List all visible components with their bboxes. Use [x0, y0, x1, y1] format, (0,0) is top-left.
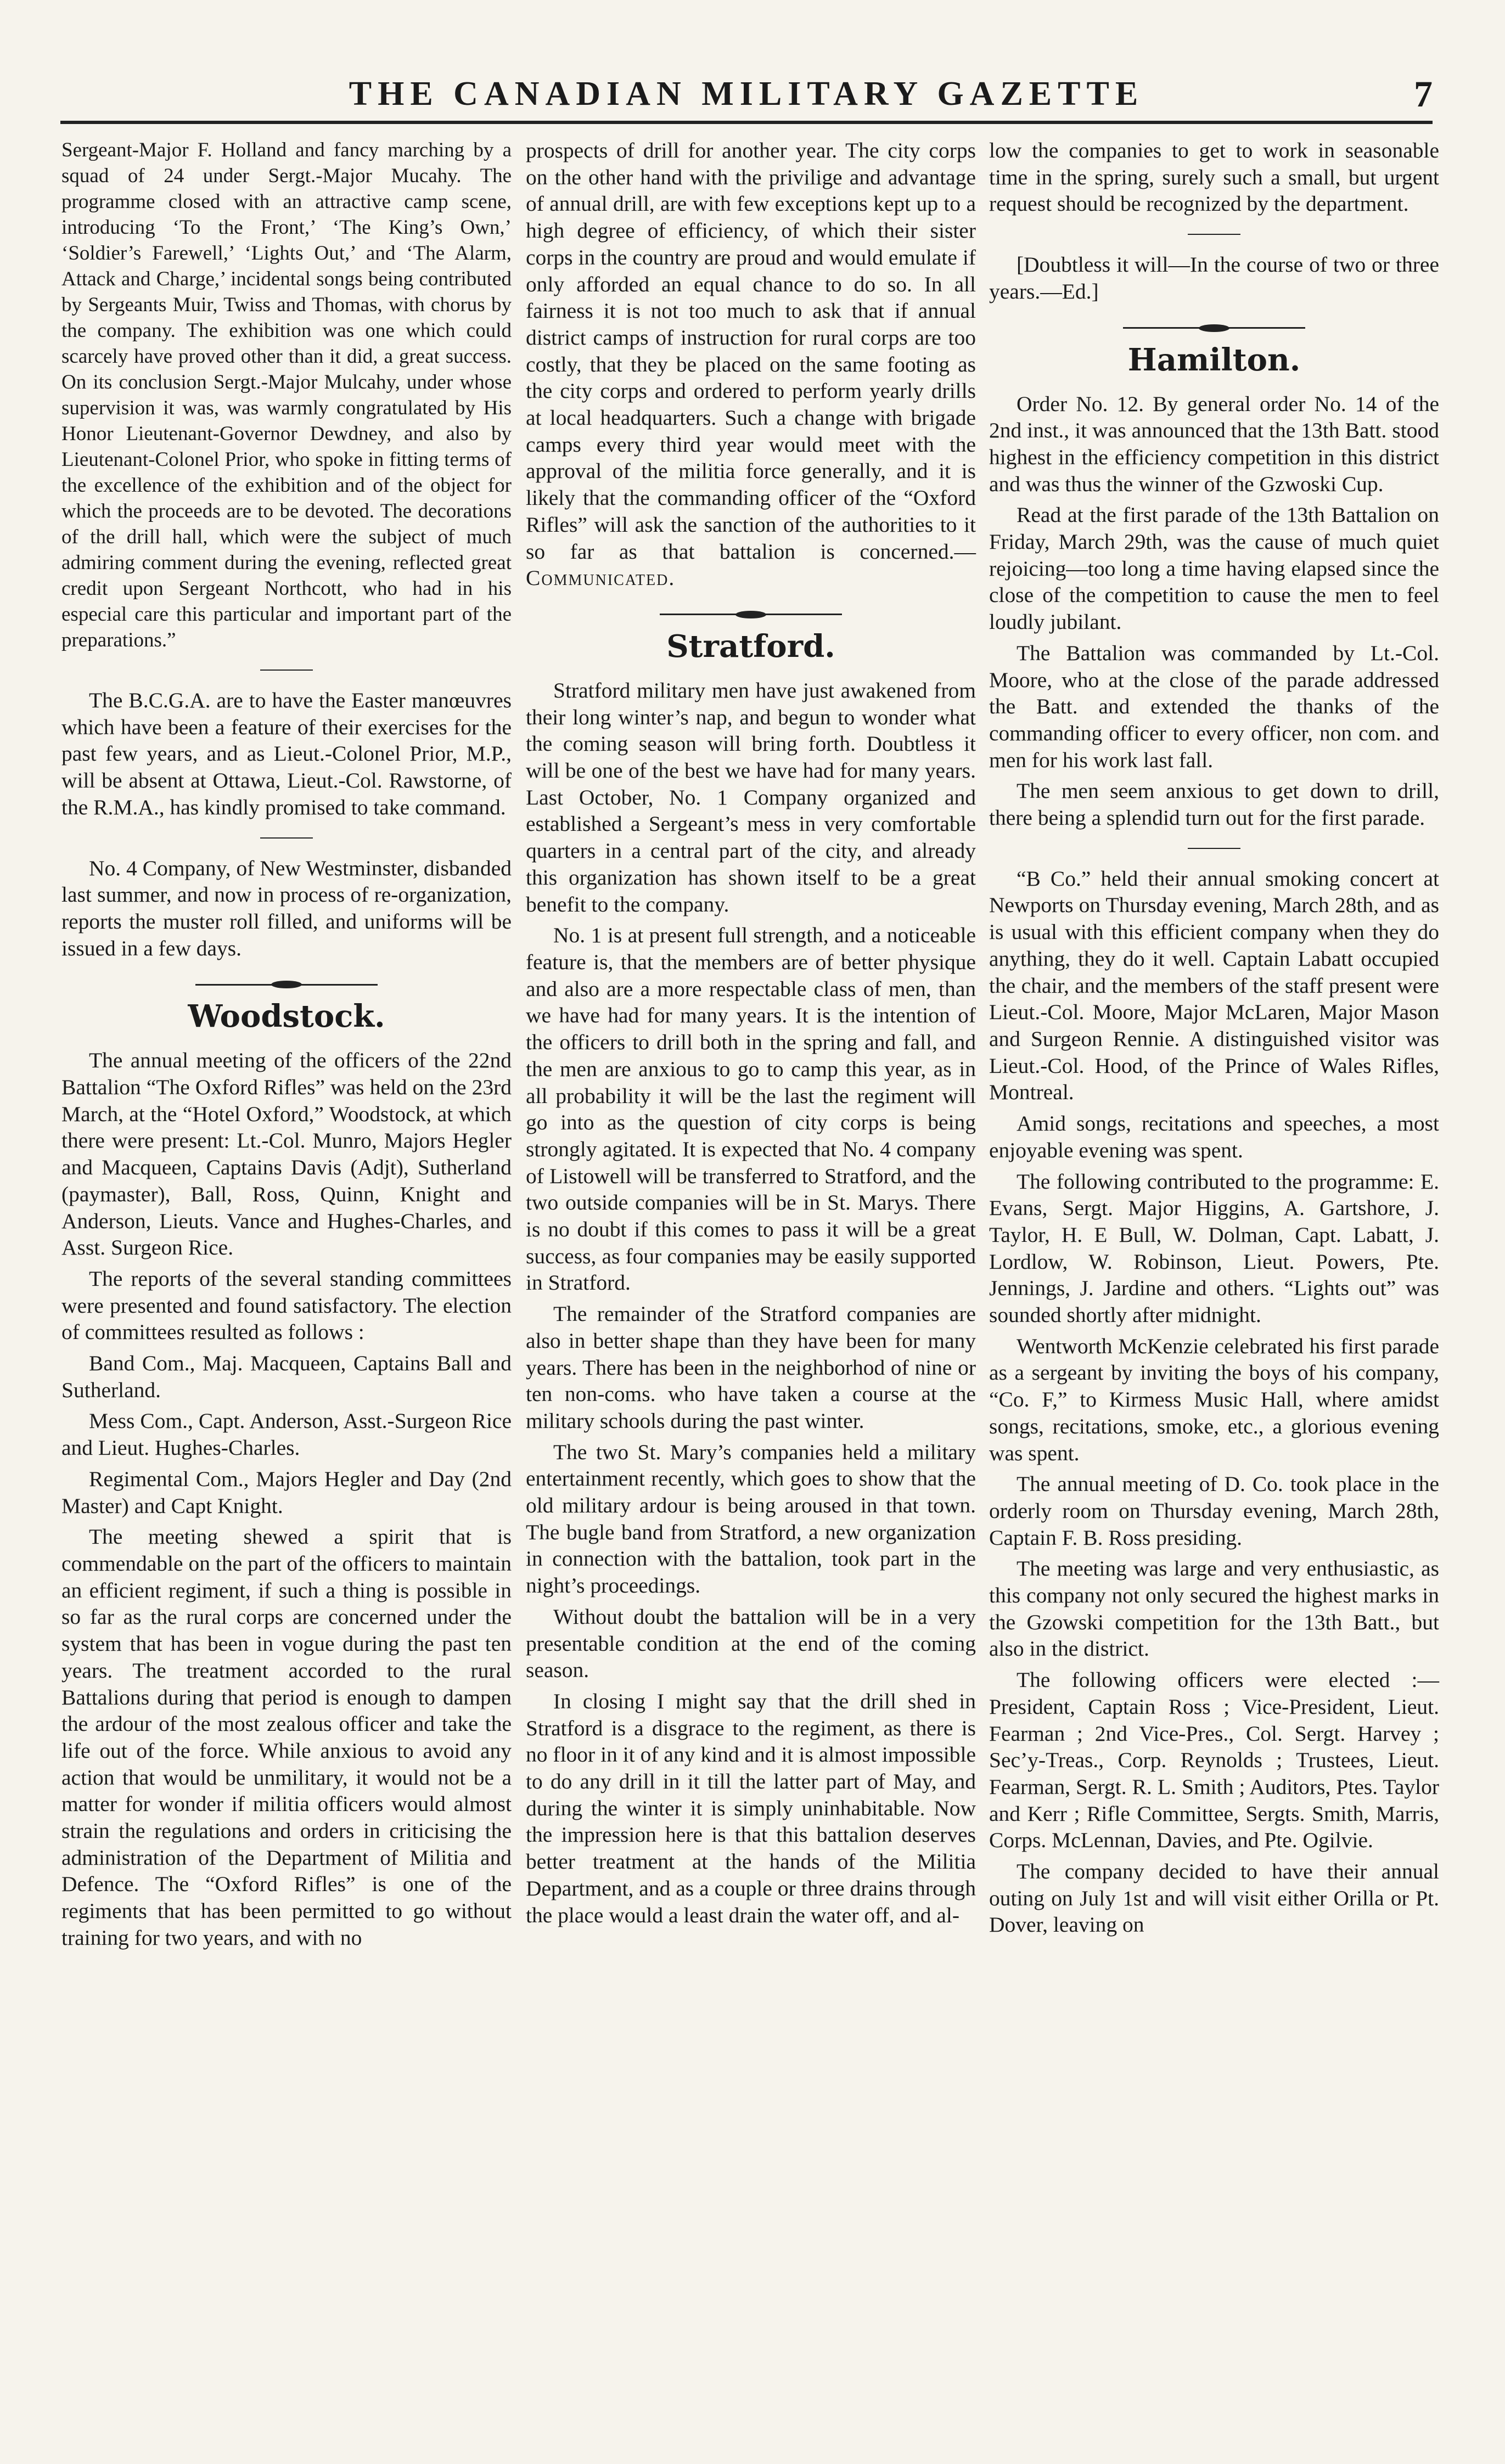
paragraph [526, 137, 976, 592]
paragraph: Order No. 12. By general order No. 14 of the 2nd inst., it was announced that the 13th Batt. stood highest in the efficiency competition in this district and was thus the winner of the Gzwoski Cup. [989, 391, 1439, 496]
paragraph: Stratford military men have just awakened from their long winter’s nap, and begun to wonder what the coming season will bring forth. Doubtless it will be one of the best we have had for many years. Last October, No. 1 Company organized and established a Sergeant’s mess in very comfortable quarters in a central part of the city, and already this organization has shown itself to be a great benefit to the company. [526, 678, 976, 916]
paragraph-text: prospects of drill for another year. The city corps on the other hand with the privilige and advantage of annual drill, are with few exceptions kept up to a high degree of efficiency, of which their sister corps in the country are proud and would emulate if only afforded an equal chance to do so. In all fairness it is not too much to ask that if annual district camps of instruction for rural corps are too costly, that they be placed on the same footing as the city corps and ordered to perform yearly drills at local headquarters. Such a change with brigade camps every third year would meet with the approval of the militia force generally, and it is likely that the commanding officer of the “Oxford Rifles” will ask the sanction of the authorities to it so far as that battalion is concerned.— [526, 138, 976, 564]
paragraph: Without doubt the battalion will be in a very presentable condition at the end of the coming season. [526, 1604, 976, 1683]
page-number: 7 [1414, 73, 1433, 115]
column-2 [526, 137, 976, 1933]
paragraph: The men seem anxious to get down to drill, there being a splendid turn out for the first parade. [989, 779, 1439, 830]
paragraph: Read at the first parade of the 13th Battalion on Friday, March 29th, was the cause of much quiet rejoicing—too long a time having elapsed since the close of the competition to cause the men to feel loudly jubilant. [989, 503, 1439, 634]
paragraph: Wentworth McKenzie celebrated his first parade as a sergeant by inviting the boys of his company, “Co. F,” to Kirmess Music Hall, where amidst songs, recitations, smoke, etc., a glorious evening was spent. [989, 1334, 1439, 1465]
paragraph: The Battalion was commanded by Lt.-Col. Moore, who at the close of the parade addressed the Batt. and extended the thanks of the commanding officer to every officer, non com. and men for his work last fall. [989, 640, 1439, 772]
section-heading-hamilton: Hamilton. [1127, 341, 1301, 378]
editor-note: [Doubtless it will—In the course of two or three years.—Ed.] [989, 252, 1439, 303]
paragraph: Regimental Com., Majors Hegler and Day (2nd Master) and Capt Knight. [61, 1466, 512, 1518]
paragraph: The following officers were elected :— President, Captain Ross ; Vice-President, Lieut. Fearman ; 2nd Vice-Pres., Col. Sergt. Harvey ; Sec’y-Treas., Corp. Reynolds ; Trustees, Lieut. Fearman, Sergt. R. L. Smith ; Auditors, Ptes. Taylor and Kerr ; Rifle Committee, Sergts. Smith, Marris, Corps. McLennan, Davies, and Pte. Ogilvie. [989, 1668, 1439, 1853]
signature: Communicated. [526, 566, 676, 590]
paragraph: “B Co.” held their annual smoking concert at Newports on Thursday evening, March 28th, and as is usual with this efficient company when they do anything, they do it well. Captain Labatt occupied the chair, and the members of the staff present were Lieut.-Col. Moore, Major McLaren, Major Mason and Surgeon Rennie. A distinguished visitor was Lieut.-Col. Hood, of the Prince of Wales Rifles, Montreal. [989, 866, 1439, 1105]
paragraph: Sergeant-Major F. Holland and fancy marching by a squad of 24 under Sergt.-Major Mucahy. The programme closed with an attractive camp scene, introducing ‘To the Front,’ ‘The King’s Own,’ ‘Soldier’s Farewell,’ ‘Lights Out,’ and ‘The Alarm, Attack and Charge,’ incidental songs being contributed by Sergeants Muir, Twiss and Thomas, with chorus by the company. The exhibition was one which could scarcely have proved other than it did, a great success. On its conclusion Sergt.-Major Mulcahy, under whose supervision it was, was warmly congratulated by His Honor Lieutenant-Governor Dewdney, and also by Lieutenant-Colonel Prior, who spoke in fitting terms of the excellence of the exhibition and of the object for which the proceeds are to be devoted. The decorations of the drill hall, which were the subject of much admiring comment during the evening, reflected great credit upon Sergeant Northcott, who had in his especial care this particular and important part of the preparations.” [61, 139, 512, 651]
divider [1188, 234, 1240, 235]
ornament-divider [989, 323, 1439, 334]
paragraph: The meeting was large and very enthusiastic, as this company not only secured the highest marks in the Gzowski competition for the 13th Batt., but also in the district. [989, 1556, 1439, 1661]
ornament-divider [526, 609, 976, 620]
paragraph: The company decided to have their annual outing on July 1st and will visit either Orilla or Pt. Dover, leaving on [989, 1859, 1439, 1937]
divider [260, 837, 313, 839]
paragraph: The following contributed to the programme: E. Evans, Sergt. Major Higgins, A. Gartshore, J. Taylor, H. E Bull, W. Dolman, Capt. Labatt, J. Lordlow, W. Robinson, Lieut. Powers, Pte. Jennings, J. Jardine and others. “Lights out” was sounded shortly after midnight. [989, 1169, 1439, 1327]
paragraph: low the companies to get to work in seasonable time in the spring, surely such a small, but urgent request should be recognized by the department. [989, 138, 1439, 216]
masthead-rule [60, 121, 1433, 124]
column-3 [989, 137, 1439, 1943]
paragraph: Band Com., Maj. Macqueen, Captains Ball and Sutherland. [61, 1351, 512, 1402]
section-heading-stratford: Stratford. [666, 628, 835, 665]
newspaper-title: THE CANADIAN MILITARY GAZETTE [349, 75, 1144, 112]
paragraph: The annual meeting of D. Co. took place in the orderly room on Thursday evening, March 28th, Captain F. B. Ross presiding. [989, 1472, 1439, 1550]
section-heading-woodstock: Woodstock. [188, 998, 385, 1035]
paragraph: The B.C.G.A. are to have the Easter manœuvres which have been a feature of their exercises for the past few years, and as Lieut.-Colonel Prior, M.P., will be absent at Ottawa, Lieut.-Col. Rawstorne, of the R.M.A., has kindly promised to take command. [61, 688, 512, 819]
divider [260, 670, 313, 671]
paragraph: In closing I might say that the drill shed in Stratford is a disgrace to the regiment, as there is no floor in it of any kind and it is almost impossible to do any drill in it till the latter part of May, and during the winter it is simply uninhabitable. Now the impression here is that this battalion deserves better treatment at the hands of the Militia Department, and as a couple or three drains through the place would a least drain the water off, and al- [526, 1689, 976, 1927]
masthead [60, 65, 1433, 120]
paragraph: Amid songs, recitations and speeches, a most enjoyable evening was spent. [989, 1111, 1439, 1162]
divider [1188, 848, 1240, 849]
paragraph: The annual meeting of the officers of the 22nd Battalion “The Oxford Rifles” was held on the 23rd March, at the “Hotel Oxford,” Woodstock, at which there were present: Lt.-Col. Munro, Majors Hegler and Macqueen, Captains Davis (Adjt), Sutherland (paymaster), Ball, Ross, Quinn, Knight and Anderson, Lieuts. Vance and Hughes-Charles, and Asst. Surgeon Rice. [61, 1048, 512, 1260]
ornament-divider [61, 979, 512, 990]
paragraph: No. 4 Company, of New Westminster, disbanded last summer, and now in process of re-organization, reports the muster roll filled, and uniforms will be issued in a few days. [61, 856, 512, 960]
paragraph: The remainder of the Stratford companies are also in better shape than they have been for many years. There has been in the neighborhod of nine or ten non-coms. who have taken a course at the military schools during the past winter. [526, 1302, 976, 1433]
paragraph: The reports of the several standing committees were presented and found satisfactory. The election of committees resulted as follows : [61, 1266, 512, 1344]
paragraph: Mess Com., Capt. Anderson, Asst.-Surgeon Rice and Lieut. Hughes-Charles. [61, 1409, 512, 1460]
paragraph: No. 1 is at present full strength, and a noticeable feature is, that the members are of better physique and also are a more respectable class of men, than we have had for many years. It is the intention of the officers to drill both in the spring and fall, and the men are anxious to go to camp this year, as in all probability it will be the last the regiment will go into as the question of city corps is being strongly agitated. It is expected that No. 4 company of Listowell will be transferred to Stratford, and the two outside companies will be in St. Marys. There is no doubt if this comes to pass it will be a great success, as four companies may be easily supported in Stratford. [526, 923, 976, 1295]
paragraph: The two St. Mary’s companies held a military entertainment recently, which goes to show that the old military ardour is being aroused in that town. The bugle band from Stratford, a new organization in connection with the battalion, took part in the night’s proceedings. [526, 1439, 976, 1598]
column-1 [61, 137, 512, 1956]
paragraph: The meeting shewed a spirit that is commendable on the part of the officers to maintain an efficient regiment, if such a thing is possible in so far as the rural corps are concerned under the system that has been in vogue during the past ten years. The treatment accorded to the rural Battalions during that period is enough to dampen the ardour of the most zealous officer and take the life out of the force. While anxious to avoid any action that would be unmilitary, it would not be a matter for wonder if militia officers would almost strain the regulations and orders in criticising the administration of the Department of Militia and Defence. The “Oxford Rifles” is one of the regiments that has been permitted to go without training for two years, and with no [61, 1524, 512, 1950]
